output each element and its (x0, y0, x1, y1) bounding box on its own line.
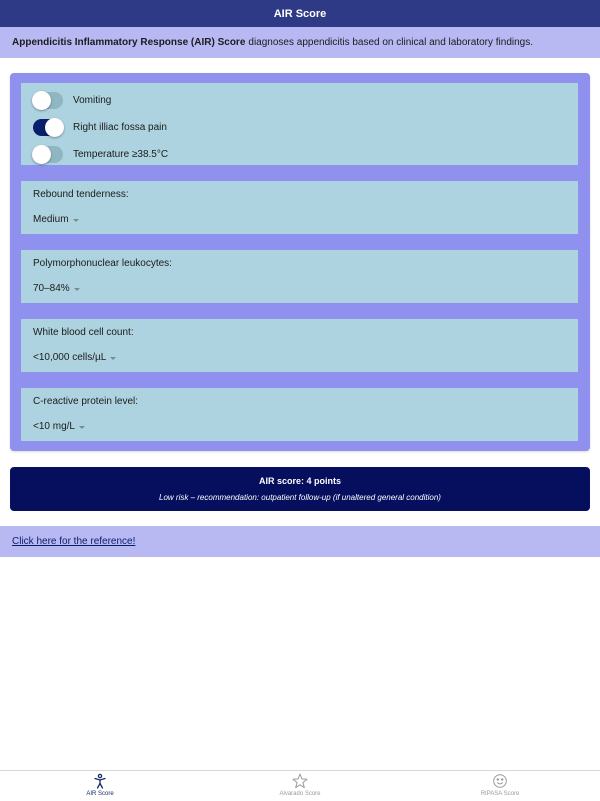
caret-down-icon (79, 426, 85, 429)
temperature-label: Temperature ≥38.5°C (73, 149, 169, 160)
pmn-leukocytes-select[interactable] (33, 283, 566, 294)
toggle-row-rif-pain[interactable] (21, 114, 578, 141)
tab-air-score[interactable] (0, 771, 200, 801)
rif-pain-switch[interactable] (33, 119, 63, 136)
caret-down-icon (110, 357, 116, 360)
intro-text: diagnoses appendicitis based on clinical and laboratory findings. (248, 37, 534, 48)
tab-alvarado-score-label: Alvarado Score (279, 791, 321, 797)
tab-ripasa-score-label: RIPASA Score (480, 791, 520, 797)
switch-knob (32, 91, 51, 110)
toggle-row-temperature[interactable] (21, 141, 578, 168)
reference-banner (0, 526, 600, 557)
person-icon (92, 773, 108, 789)
rebound-tenderness-select[interactable] (33, 214, 566, 225)
vomiting-switch[interactable] (33, 92, 63, 109)
wbc-count-value: <10,000 cells/µL (33, 352, 107, 363)
intro-banner (0, 27, 600, 58)
form-panel (10, 73, 590, 451)
nav-title: AIR Score (273, 7, 327, 20)
tab-alvarado-score[interactable] (200, 771, 400, 801)
star-icon (292, 773, 308, 789)
smiley-icon (492, 773, 508, 789)
toggle-row-vomiting[interactable] (21, 87, 578, 114)
crp-level-select[interactable] (33, 421, 566, 432)
rif-pain-label: Right illiac fossa pain (73, 122, 167, 133)
rebound-tenderness-card (21, 181, 578, 234)
reference-link[interactable]: Click here for the reference! (12, 536, 136, 547)
result-title: AIR score: 4 points (258, 476, 341, 486)
wbc-count-label: White blood cell count: (33, 327, 134, 338)
rebound-tenderness-value: Medium (33, 214, 69, 225)
pmn-leukocytes-card (21, 250, 578, 303)
wbc-count-select[interactable] (33, 352, 566, 363)
tab-bar (0, 770, 600, 801)
crp-level-label: C-reactive protein level: (33, 396, 139, 407)
intro-title: Appendicitis Inflammatory Response (AIR) Score (12, 37, 246, 48)
result-box (10, 467, 590, 511)
rebound-tenderness-label: Rebound tenderness: (33, 189, 129, 200)
symptoms-card (21, 83, 578, 165)
nav-bar (0, 0, 600, 27)
pmn-leukocytes-value: 70–84% (33, 283, 70, 294)
caret-down-icon (73, 219, 79, 222)
caret-down-icon (74, 288, 80, 291)
switch-knob (32, 145, 51, 164)
tab-air-score-label: AIR Score (86, 791, 114, 797)
result-recommendation: Low risk – recommendation: outpatient follow-up (if unaltered general condition) (159, 493, 441, 502)
temperature-switch[interactable] (33, 146, 63, 163)
tab-ripasa-score[interactable] (400, 771, 600, 801)
wbc-count-card (21, 319, 578, 372)
vomiting-label: Vomiting (73, 95, 112, 106)
switch-knob (45, 118, 64, 137)
crp-level-card (21, 388, 578, 441)
crp-level-value: <10 mg/L (33, 421, 75, 432)
pmn-leukocytes-label: Polymorphonuclear leukocytes: (33, 258, 172, 269)
